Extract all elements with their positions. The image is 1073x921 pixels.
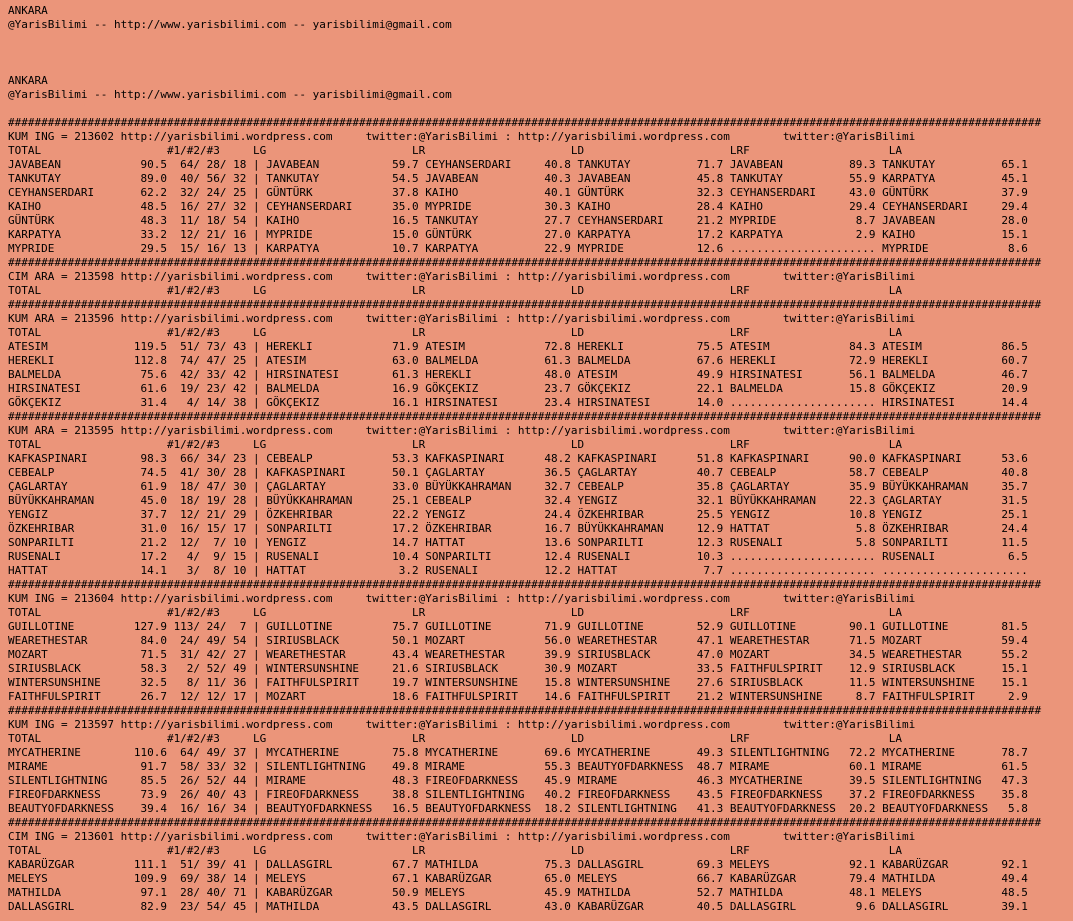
result-row: MATHILDA 97.1 28/ 40/ 71 | KABARÜZGAR 50.9 MELEYS 45.9 MATHILDA 52.7 MATHILDA 48.1 MELEYS 48.5 (8, 886, 1028, 899)
result-row: WINTERSUNSHINE 32.5 8/ 11/ 36 | FAITHFULSPIRIT 19.7 WINTERSUNSHINE 15.8 WINTERSUNSHINE 27.6 SIRIUSBLACK 11.5 WINTERSUNSHINE 15.1 (8, 676, 1028, 689)
separator-line: ############################################################################################################################################################ (8, 704, 1042, 717)
result-row: HATTAT 14.1 3/ 8/ 10 | HATTAT 3.2 RUSENALI 12.2 HATTAT 7.7 ...................... ...................... (8, 564, 1028, 577)
result-row: SIRIUSBLACK 58.3 2/ 52/ 49 | WINTERSUNSHINE 21.6 SIRIUSBLACK 30.9 MOZART 33.5 FAITHFULSPIRIT 12.9 SIRIUSBLACK 15.1 (8, 662, 1028, 675)
site-header-line: @YarisBilimi -- http://www.yarisbilimi.com -- yarisbilimi@gmail.com (8, 18, 452, 31)
separator-line: ############################################################################################################################################################ (8, 578, 1042, 591)
column-header-line: TOTAL #1/#2/#3 LG LR LD LRF LA (8, 438, 903, 451)
result-row: CEBEALP 74.5 41/ 30/ 28 | KAFKASPINARI 50.1 ÇAGLARTAY 36.5 ÇAGLARTAY 40.7 CEBEALP 58.7 CEBEALP 40.8 (8, 466, 1028, 479)
column-header-line: TOTAL #1/#2/#3 LG LR LD LRF LA (8, 144, 903, 157)
separator-line: ############################################################################################################################################################ (8, 816, 1042, 829)
site-header-line: ANKARA (8, 4, 48, 17)
race-header-line: KUM ING = 213604 http://yarisbilimi.wordpress.com twitter:@YarisBilimi : http://yarisbilimi.wordpress.com twitter:@YarisBilimi (8, 592, 916, 605)
result-row: RUSENALI 17.2 4/ 9/ 15 | RUSENALI 10.4 SONPARILTI 12.4 RUSENALI 10.3 ...................... RUSENALI 6.5 (8, 550, 1028, 563)
blank-line (8, 46, 1041, 60)
column-header-line: TOTAL #1/#2/#3 LG LR LD LRF LA (8, 844, 903, 857)
result-row: HEREKLI 112.8 74/ 47/ 25 | ATESIM 63.0 BALMELDA 61.3 BALMELDA 67.6 HEREKLI 72.9 HEREKLI 60.7 (8, 354, 1028, 367)
site-header-line: @YarisBilimi -- http://www.yarisbilimi.com -- yarisbilimi@gmail.com (8, 88, 452, 101)
result-row: ÖZKEHRIBAR 31.0 16/ 15/ 17 | SONPARILTI 17.2 ÖZKEHRIBAR 16.7 BÜYÜKKAHRAMAN 12.9 HATTAT 5.8 ÖZKEHRIBAR 24.4 (8, 522, 1028, 535)
result-row: ATESIM 119.5 51/ 73/ 43 | HEREKLI 71.9 ATESIM 72.8 HEREKLI 75.5 ATESIM 84.3 ATESIM 86.5 (8, 340, 1028, 353)
race-report-document (8, 4, 1041, 914)
race-header-line: KUM ING = 213602 http://yarisbilimi.wordpress.com twitter:@YarisBilimi : http://yarisbilimi.wordpress.com twitter:@YarisBilimi (8, 130, 916, 143)
result-row: ÇAGLARTAY 61.9 18/ 47/ 30 | ÇAGLARTAY 33.0 BÜYÜKKAHRAMAN 32.7 CEBEALP 35.8 ÇAGLARTAY 35.9 BÜYÜKKAHRAMAN 35.7 (8, 480, 1028, 493)
blank-line (8, 102, 1041, 116)
result-row: FAITHFULSPIRIT 26.7 12/ 12/ 17 | MOZART 18.6 FAITHFULSPIRIT 14.6 FAITHFULSPIRIT 21.2 WINTERSUNSHINE 8.7 FAITHFULSPIRIT 2.9 (8, 690, 1028, 703)
result-row: KAIHO 48.5 16/ 27/ 32 | CEYHANSERDARI 35.0 MYPRIDE 30.3 KAIHO 28.4 KAIHO 29.4 CEYHANSERDARI 29.4 (8, 200, 1028, 213)
site-header-line: ANKARA (8, 74, 48, 87)
column-header-line: TOTAL #1/#2/#3 LG LR LD LRF LA (8, 732, 903, 745)
blank-line (8, 60, 1041, 74)
race-header-line: CIM ING = 213601 http://yarisbilimi.wordpress.com twitter:@YarisBilimi : http://yarisbilimi.wordpress.com twitter:@YarisBilimi (8, 830, 916, 843)
column-header-line: TOTAL #1/#2/#3 LG LR LD LRF LA (8, 284, 903, 297)
result-row: MYPRIDE 29.5 15/ 16/ 13 | KARPATYA 10.7 KARPATYA 22.9 MYPRIDE 12.6 ...................... MYPRIDE 8.6 (8, 242, 1028, 255)
separator-line: ############################################################################################################################################################ (8, 298, 1042, 311)
separator-line: ############################################################################################################################################################ (8, 256, 1042, 269)
race-header-line: KUM ING = 213597 http://yarisbilimi.wordpress.com twitter:@YarisBilimi : http://yarisbilimi.wordpress.com twitter:@YarisBilimi (8, 718, 916, 731)
column-header-line: TOTAL #1/#2/#3 LG LR LD LRF LA (8, 606, 903, 619)
result-row: BEAUTYOFDARKNESS 39.4 16/ 16/ 34 | BEAUTYOFDARKNESS 16.5 BEAUTYOFDARKNESS 18.2 SILENTLIGHTNING 41.3 BEAUTYOFDARKNESS 20.2 BEAUTYOFDARKNESS 5.8 (8, 802, 1028, 815)
result-row: YENGIZ 37.7 12/ 21/ 29 | ÖZKEHRIBAR 22.2 YENGIZ 24.4 ÖZKEHRIBAR 25.5 YENGIZ 10.8 YENGIZ 25.1 (8, 508, 1028, 521)
result-row: MIRAME 91.7 58/ 33/ 32 | SILENTLIGHTNING 49.8 MIRAME 55.3 BEAUTYOFDARKNESS 48.7 MIRAME 60.1 MIRAME 61.5 (8, 760, 1028, 773)
result-row: CEYHANSERDARI 62.2 32/ 24/ 25 | GÜNTÜRK 37.8 KAIHO 40.1 GÜNTÜRK 32.3 CEYHANSERDARI 43.0 GÜNTÜRK 37.9 (8, 186, 1028, 199)
separator-line: ############################################################################################################################################################ (8, 410, 1042, 423)
result-row: BÜYÜKKAHRAMAN 45.0 18/ 19/ 28 | BÜYÜKKAHRAMAN 25.1 CEBEALP 32.4 YENGIZ 32.1 BÜYÜKKAHRAMAN 22.3 ÇAGLARTAY 31.5 (8, 494, 1028, 507)
result-row: BALMELDA 75.6 42/ 33/ 42 | HIRSINATESI 61.3 HEREKLI 48.0 ATESIM 49.9 HIRSINATESI 56.1 BALMELDA 46.7 (8, 368, 1028, 381)
result-row: TANKUTAY 89.0 40/ 56/ 32 | TANKUTAY 54.5 JAVABEAN 40.3 JAVABEAN 45.8 TANKUTAY 55.9 KARPATYA 45.1 (8, 172, 1028, 185)
result-row: KAFKASPINARI 98.3 66/ 34/ 23 | CEBEALP 53.3 KAFKASPINARI 48.2 KAFKASPINARI 51.8 KAFKASPINARI 90.0 KAFKASPINARI 53.6 (8, 452, 1028, 465)
result-row: KABARÜZGAR 111.1 51/ 39/ 41 | DALLASGIRL 67.7 MATHILDA 75.3 DALLASGIRL 69.3 MELEYS 92.1 KABARÜZGAR 92.1 (8, 858, 1028, 871)
result-row: SONPARILTI 21.2 12/ 7/ 10 | YENGIZ 14.7 HATTAT 13.6 SONPARILTI 12.3 RUSENALI 5.8 SONPARILTI 11.5 (8, 536, 1028, 549)
result-row: MOZART 71.5 31/ 42/ 27 | WEARETHESTAR 43.4 WEARETHESTAR 39.9 SIRIUSBLACK 47.0 MOZART 34.5 WEARETHESTAR 55.2 (8, 648, 1028, 661)
result-row: GÖKÇEKIZ 31.4 4/ 14/ 38 | GÖKÇEKIZ 16.1 HIRSINATESI 23.4 HIRSINATESI 14.0 ...................... HIRSINATESI 14.4 (8, 396, 1028, 409)
separator-line: ############################################################################################################################################################ (8, 116, 1042, 129)
result-row: JAVABEAN 90.5 64/ 28/ 18 | JAVABEAN 59.7 CEYHANSERDARI 40.8 TANKUTAY 71.7 JAVABEAN 89.3 TANKUTAY 65.1 (8, 158, 1028, 171)
result-row: FIREOFDARKNESS 73.9 26/ 40/ 43 | FIREOFDARKNESS 38.8 SILENTLIGHTNING 40.2 FIREOFDARKNESS 43.5 FIREOFDARKNESS 37.2 FIREOFDARKNESS 35.8 (8, 788, 1028, 801)
result-row: GÜNTÜRK 48.3 11/ 18/ 54 | KAIHO 16.5 TANKUTAY 27.7 CEYHANSERDARI 21.2 MYPRIDE 8.7 JAVABEAN 28.0 (8, 214, 1028, 227)
result-row: WEARETHESTAR 84.0 24/ 49/ 54 | SIRIUSBLACK 50.1 MOZART 56.0 WEARETHESTAR 47.1 WEARETHESTAR 71.5 MOZART 59.4 (8, 634, 1028, 647)
result-row: MELEYS 109.9 69/ 38/ 14 | MELEYS 67.1 KABARÜZGAR 65.0 MELEYS 66.7 KABARÜZGAR 79.4 MATHILDA 49.4 (8, 872, 1028, 885)
race-header-line: KUM ARA = 213596 http://yarisbilimi.wordpress.com twitter:@YarisBilimi : http://yarisbilimi.wordpress.com twitter:@YarisBilimi (8, 312, 916, 325)
result-row: SILENTLIGHTNING 85.5 26/ 52/ 44 | MIRAME 48.3 FIREOFDARKNESS 45.9 MIRAME 46.3 MYCATHERINE 39.5 SILENTLIGHTNING 47.3 (8, 774, 1028, 787)
result-row: DALLASGIRL 82.9 23/ 54/ 45 | MATHILDA 43.5 DALLASGIRL 43.0 KABARÜZGAR 40.5 DALLASGIRL 9.6 DALLASGIRL 39.1 (8, 900, 1028, 913)
result-row: MYCATHERINE 110.6 64/ 49/ 37 | MYCATHERINE 75.8 MYCATHERINE 69.6 MYCATHERINE 49.3 SILENTLIGHTNING 72.2 MYCATHERINE 78.7 (8, 746, 1028, 759)
result-row: HIRSINATESI 61.6 19/ 23/ 42 | BALMELDA 16.9 GÖKÇEKIZ 23.7 GÖKÇEKIZ 22.1 BALMELDA 15.8 GÖKÇEKIZ 20.9 (8, 382, 1028, 395)
column-header-line: TOTAL #1/#2/#3 LG LR LD LRF LA (8, 326, 903, 339)
result-row: KARPATYA 33.2 12/ 21/ 16 | MYPRIDE 15.0 GÜNTÜRK 27.0 KARPATYA 17.2 KARPATYA 2.9 KAIHO 15.1 (8, 228, 1028, 241)
result-row: GUILLOTINE 127.9 113/ 24/ 7 | GUILLOTINE 75.7 GUILLOTINE 71.9 GUILLOTINE 52.9 GUILLOTINE 90.1 GUILLOTINE 81.5 (8, 620, 1028, 633)
blank-line (8, 32, 1041, 46)
race-header-line: CIM ARA = 213598 http://yarisbilimi.wordpress.com twitter:@YarisBilimi : http://yarisbilimi.wordpress.com twitter:@YarisBilimi (8, 270, 916, 283)
race-header-line: KUM ARA = 213595 http://yarisbilimi.wordpress.com twitter:@YarisBilimi : http://yarisbilimi.wordpress.com twitter:@YarisBilimi (8, 424, 916, 437)
